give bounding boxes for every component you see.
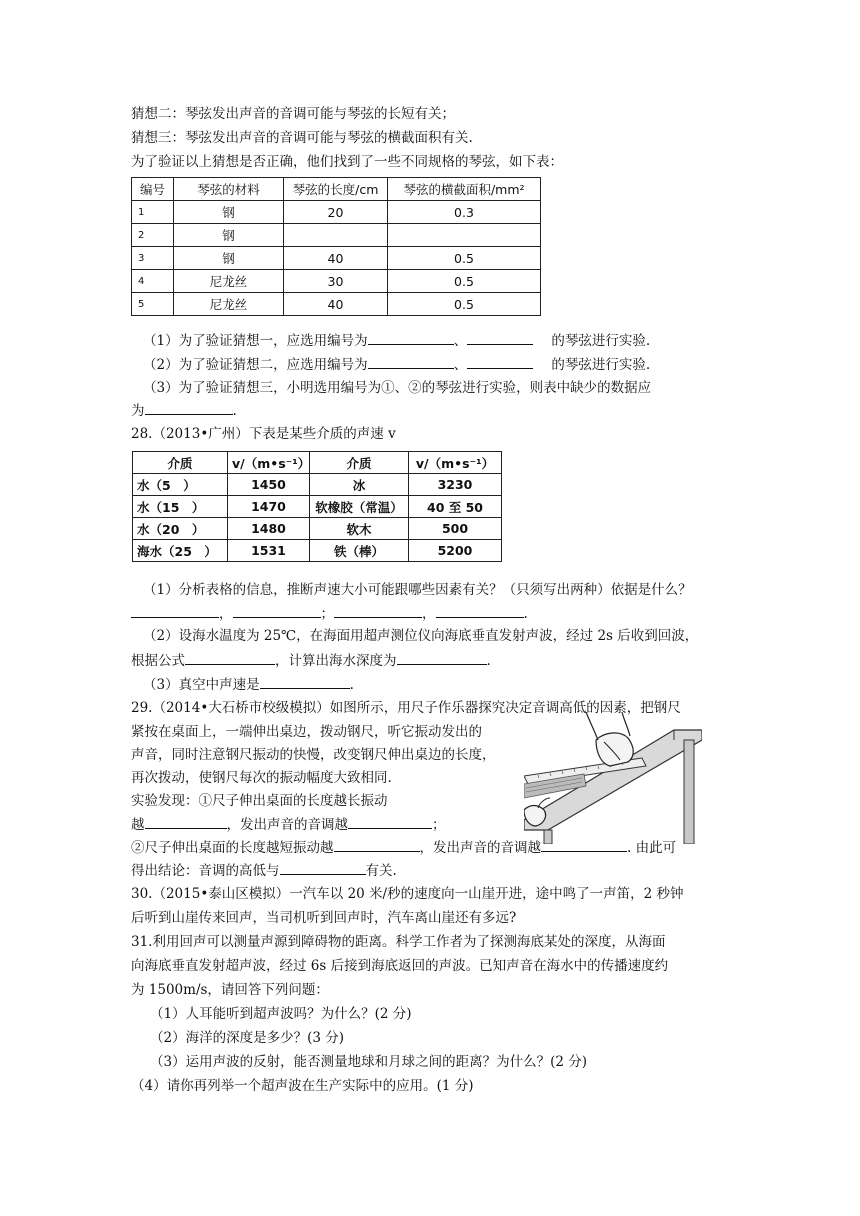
question-3-cont xyxy=(131,400,237,421)
table-cell: 40 至 50 xyxy=(409,496,502,518)
answer-blank[interactable] xyxy=(233,603,321,618)
problem-28-q2: （2）设海水温度为 25℃，在海面用超声测位仪向海底垂直发射声波，经过 2s 后收到回波， xyxy=(143,628,699,644)
punct: . xyxy=(349,677,354,693)
table-cell: 500 xyxy=(409,518,502,540)
table-row xyxy=(132,247,541,270)
punct: 、 xyxy=(453,357,468,373)
answer-blank[interactable] xyxy=(185,650,275,665)
ruler-on-table-illustration xyxy=(524,712,702,844)
table-cell: 钢 xyxy=(174,224,284,247)
answer-blank[interactable] xyxy=(397,650,487,665)
table-cell: 尼龙丝 xyxy=(174,293,284,316)
punct: . xyxy=(486,653,491,669)
question-text: 有关. xyxy=(365,863,397,879)
question-text: （2）为了验证猜想二，应选用编号为 xyxy=(143,357,368,373)
answer-blank[interactable] xyxy=(280,860,366,875)
question-text: 的琴弦进行实验. xyxy=(551,333,651,349)
table-cell: 30 xyxy=(284,270,388,293)
guess-2: 猜想二：琴弦发出声音的音调可能与琴弦的长短有关； xyxy=(131,106,455,122)
table-cell: 钢 xyxy=(174,201,284,224)
table-cell: 1450 xyxy=(228,474,310,496)
problem-31-q4: （4）请你再列举一个超声波在生产实际中的应用。(1 分) xyxy=(131,1078,474,1094)
table-cell: 0.3 xyxy=(388,201,541,224)
table-header-row xyxy=(132,178,541,201)
problem-29-line: 紧按在桌面上，一端伸出桌边，拨动钢尺，听它振动发出的 xyxy=(131,724,482,740)
string-spec-table xyxy=(131,177,541,316)
table-row xyxy=(133,518,502,540)
table-cell: 冰 xyxy=(310,474,409,496)
table-row xyxy=(132,224,541,247)
punct: ， xyxy=(219,606,233,622)
table-cell: 水（5 ） xyxy=(133,474,228,496)
problem-31-q1: （1）人耳能听到超声波吗？为什么？(2 分) xyxy=(150,1006,412,1022)
table-header-row xyxy=(133,452,502,474)
problem-31-line: 31.利用回声可以测量声源到障碍物的距离。科学工作者为了探测海底某处的深度，从海面 xyxy=(131,934,666,950)
punct: 、 xyxy=(453,333,468,349)
problem-29-line: 29.（2014•大石桥市校级模拟）如图所示，用尺子作乐器探究决定音调高低的因素，把钢尺 xyxy=(131,700,681,716)
header-cell: 介质 xyxy=(310,452,409,474)
sound-speed-table xyxy=(132,451,502,562)
table-cell xyxy=(388,224,541,247)
answer-blank[interactable] xyxy=(368,330,454,345)
table-cell: 1480 xyxy=(228,518,310,540)
table-cell: 海水（25 ） xyxy=(133,540,228,562)
table-cell: 水（15 ） xyxy=(133,496,228,518)
table-cell: 5 xyxy=(132,293,174,316)
question-2 xyxy=(143,354,650,375)
problem-29-line xyxy=(131,860,397,881)
table-row xyxy=(132,270,541,293)
punct: . xyxy=(523,606,528,622)
question-text: ，计算出海水深度为 xyxy=(275,653,397,669)
answer-blank[interactable] xyxy=(145,814,227,829)
problem-30-line: 后听到山崖传来回声，当司机听到回声时，汽车离山崖还有多远? xyxy=(131,910,517,926)
table-cell: 4 xyxy=(132,270,174,293)
answer-blank[interactable] xyxy=(467,354,533,369)
question-text: 得出结论：音调的高低与 xyxy=(131,863,280,879)
table-cell: 1 xyxy=(132,201,174,224)
table-cell: 2 xyxy=(132,224,174,247)
table-cell: 3 xyxy=(132,247,174,270)
answer-blank[interactable] xyxy=(368,354,454,369)
punct: ， xyxy=(422,606,436,622)
table-cell: 1531 xyxy=(228,540,310,562)
table-cell: 水（20 ） xyxy=(133,518,228,540)
table-cell: 5200 xyxy=(409,540,502,562)
answer-blank[interactable] xyxy=(145,400,233,415)
problem-29-line: 声音，同时注意钢尺振动的快慢，改变钢尺伸出桌边的长度， xyxy=(131,747,496,763)
table-cell: 软橡胶（常温） xyxy=(310,496,409,518)
table-cell: 钢 xyxy=(174,247,284,270)
header-cell: 琴弦的横截面积/mm² xyxy=(388,178,541,201)
table-cell: 0.5 xyxy=(388,247,541,270)
header-cell: v/（m•s⁻¹） xyxy=(228,452,310,474)
table-row xyxy=(133,474,502,496)
answer-blank[interactable] xyxy=(334,837,420,852)
header-cell: 编号 xyxy=(132,178,174,201)
answer-blank[interactable] xyxy=(467,330,533,345)
table-cell: 40 xyxy=(284,293,388,316)
punct: ； xyxy=(432,817,446,833)
table-row xyxy=(133,540,502,562)
question-text: （1）为了验证猜想一，应选用编号为 xyxy=(143,333,368,349)
problem-28-q1: （1）分析表格的信息，推断声速大小可能跟哪些因素有关？（只须写出两种）依据是什么？ xyxy=(143,582,692,598)
question-text: 的琴弦进行实验. xyxy=(551,357,651,373)
table-cell: 3230 xyxy=(409,474,502,496)
problem-31-line: 为 1500m/s，请回答下列问题： xyxy=(131,982,329,998)
question-text: ，发出声音的音调越 xyxy=(419,840,541,856)
problem-31-line: 向海底垂直发射超声波，经过 6s 后接到海底返回的声波。已知声音在海水中的传播速度约 xyxy=(131,958,669,974)
problem-29-line: 再次拨动，使钢尺每次的振动幅度大致相同. xyxy=(131,770,392,786)
header-cell: 介质 xyxy=(133,452,228,474)
table-cell: 铁（棒） xyxy=(310,540,409,562)
question-text: ②尺子伸出桌面的长度越短振动越 xyxy=(131,840,334,856)
table-cell xyxy=(284,224,388,247)
guess-3: 猜想三：琴弦发出声音的音调可能与琴弦的横截面积有关. xyxy=(131,130,473,146)
answer-blank[interactable] xyxy=(436,603,524,618)
problem-28-q2-cont xyxy=(131,650,491,671)
answer-blank[interactable] xyxy=(131,603,219,618)
table-cell: 0.5 xyxy=(388,293,541,316)
question-text: ，发出声音的音调越 xyxy=(226,817,348,833)
question-text: . 由此可 xyxy=(627,840,677,856)
problem-29-line: 实验发现：①尺子伸出桌面的长度越长振动 xyxy=(131,793,388,809)
problem-30-line: 30.（2015•泰山区模拟）一汽车以 20 米/秒的速度向一山崖开进，途中鸣了一声笛，2 秒钟 xyxy=(131,886,684,902)
problem-28-title: 28.（2013•广州）下表是某些介质的声速 v xyxy=(131,426,396,442)
question-text: （3）真空中声速是 xyxy=(143,677,260,693)
answer-blank[interactable] xyxy=(334,603,422,618)
problem-28-q3 xyxy=(143,674,354,695)
header-cell: 琴弦的长度/cm xyxy=(284,178,388,201)
question-text: 根据公式 xyxy=(131,653,185,669)
table-cell: 1470 xyxy=(228,496,310,518)
problem-28-q1-blanks xyxy=(131,603,528,624)
problem-29-line xyxy=(131,814,446,835)
answer-blank[interactable] xyxy=(348,814,432,829)
table-row xyxy=(132,293,541,316)
table-cell: 20 xyxy=(284,201,388,224)
header-cell: 琴弦的材料 xyxy=(174,178,284,201)
table-row xyxy=(132,201,541,224)
table-cell: 40 xyxy=(284,247,388,270)
problem-31-q3: （3）运用声波的反射，能否测量地球和月球之间的距离？为什么？(2 分) xyxy=(150,1054,588,1070)
question-text: 越 xyxy=(131,817,145,833)
header-cell: v/（m•s⁻¹） xyxy=(409,452,502,474)
table-row xyxy=(133,496,502,518)
punct: ； xyxy=(320,606,334,622)
punct: . xyxy=(232,403,237,419)
table-cell: 软木 xyxy=(310,518,409,540)
table-cell: 0.5 xyxy=(388,270,541,293)
table-cell: 尼龙丝 xyxy=(174,270,284,293)
question-3: （3）为了验证猜想三，小明选用编号为①、②的琴弦进行实验，则表中缺少的数据应 xyxy=(143,380,652,396)
answer-blank[interactable] xyxy=(260,674,350,689)
table-intro: 为了验证以上猜想是否正确，他们找到了一些不同规格的琴弦，如下表： xyxy=(131,154,563,170)
question-text: 为 xyxy=(131,403,145,419)
problem-31-q2: （2）海洋的深度是多少？(3 分) xyxy=(150,1030,345,1046)
question-1 xyxy=(143,330,650,351)
